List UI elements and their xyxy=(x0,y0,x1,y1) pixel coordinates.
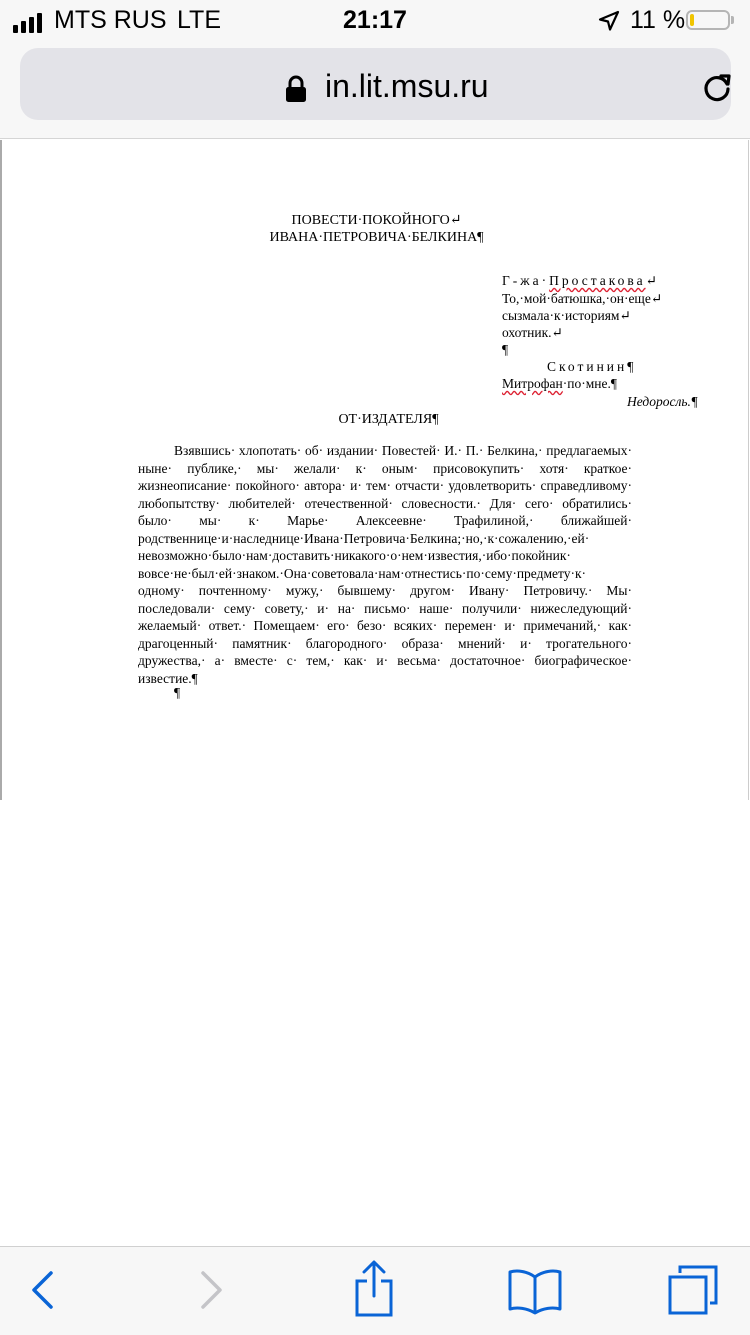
epigraph-speaker-1-mark: ↵ xyxy=(645,273,657,288)
status-time: 21:17 xyxy=(343,6,407,34)
lock-icon xyxy=(285,75,307,103)
back-icon[interactable] xyxy=(18,1265,68,1315)
epigraph-line-1: То,·мой·батюшка,·он·еще↵ xyxy=(502,291,663,306)
share-icon[interactable] xyxy=(349,1259,399,1317)
battery-percent: 11 % xyxy=(630,6,686,34)
address-bar[interactable] xyxy=(20,48,731,120)
status-bar xyxy=(0,0,750,40)
battery-icon xyxy=(686,10,730,30)
epigraph-source: Недоросль.¶ xyxy=(627,394,698,409)
carrier-name: MTS RUS xyxy=(54,6,167,34)
bookmarks-icon[interactable] xyxy=(505,1265,565,1315)
browser-address-area xyxy=(0,40,750,139)
epigraph-line-5-rest: ·по·мне.¶ xyxy=(562,376,617,391)
location-arrow-icon xyxy=(598,10,620,32)
epigraph-speaker-1-name: Простакова xyxy=(549,273,646,288)
url-text: in.lit.msu.ru xyxy=(325,68,489,104)
epigraph-line-2: сызмала·к·историям↵ xyxy=(502,308,631,323)
epigraph-line-3: охотник.↵ xyxy=(502,325,563,340)
forward-icon[interactable] xyxy=(186,1265,236,1315)
network-type: LTE xyxy=(177,6,221,34)
epigraph-line-5-word: Митрофан xyxy=(502,376,563,391)
epigraph-speaker-1 xyxy=(502,273,657,289)
reload-icon[interactable] xyxy=(700,70,734,104)
doc-title-line-2: ИВАНА·ПЕТРОВИЧА·БЕЛКИНА¶ xyxy=(269,230,484,245)
epigraph-speaker-1-label: Г-жа· xyxy=(502,273,550,288)
battery-level-fill xyxy=(690,14,694,26)
epigraph-speaker-2: Скотинин¶ xyxy=(547,359,637,374)
epigraph-line-4: ¶ xyxy=(502,342,509,357)
browser-toolbar xyxy=(0,1246,750,1335)
doc-title-line-1: ПОВЕСТИ·ПОКОЙНОГО↵ xyxy=(291,213,462,228)
epigraph-line-5 xyxy=(502,376,617,392)
battery-tip xyxy=(731,16,734,24)
document-page xyxy=(0,140,749,800)
body-paragraph: Взявшись· хлопотать· об· издании· Повестей· И.· П.· Белкина,· предлагаемых· ныне· публике,· мы· желали· к· оным· присовокупить· хотя· краткое· жизнеописание· покойного· автора· и· тем· отчасти· удовлетворить· справедливому· любопытству· любителей· отечественной· словесности.· Для· сего· обратились· было· мы· к· Марье· Алексеевне· Трафилиной,· ближайшей· родственнице·и·наследнице·Ивана·Петровича·Белкина;·но,·к·сожалению,·ей· невозможно·было·нам·доставить·никакого·о·нем·известия,·ибо·покойник· вовсе·не·был·ей·знаком.·Она·советовала·нам·отнестись·по·сему·предмету·к· одному· почтенному· мужу,· бывшему· другом· Ивану· Петровичу.· Мы· последовали· сему· совету,· и· на· письмо· наше· получили· нижеследующий· желаемый· ответ.· Помещаем· его· безо· всяких· перемен· и· примечаний,· как· драгоценный· памятник· благородного· образа· мнений· и· трогательного· дружества,· а· вместе· с· тем,· как· и· весьма· достаточное· биографическое· известие.¶ xyxy=(138,443,632,686)
empty-paragraph-mark: ¶ xyxy=(174,685,181,700)
tabs-icon[interactable] xyxy=(666,1263,720,1317)
section-title: ОТ·ИЗДАТЕЛЯ¶ xyxy=(338,412,439,427)
